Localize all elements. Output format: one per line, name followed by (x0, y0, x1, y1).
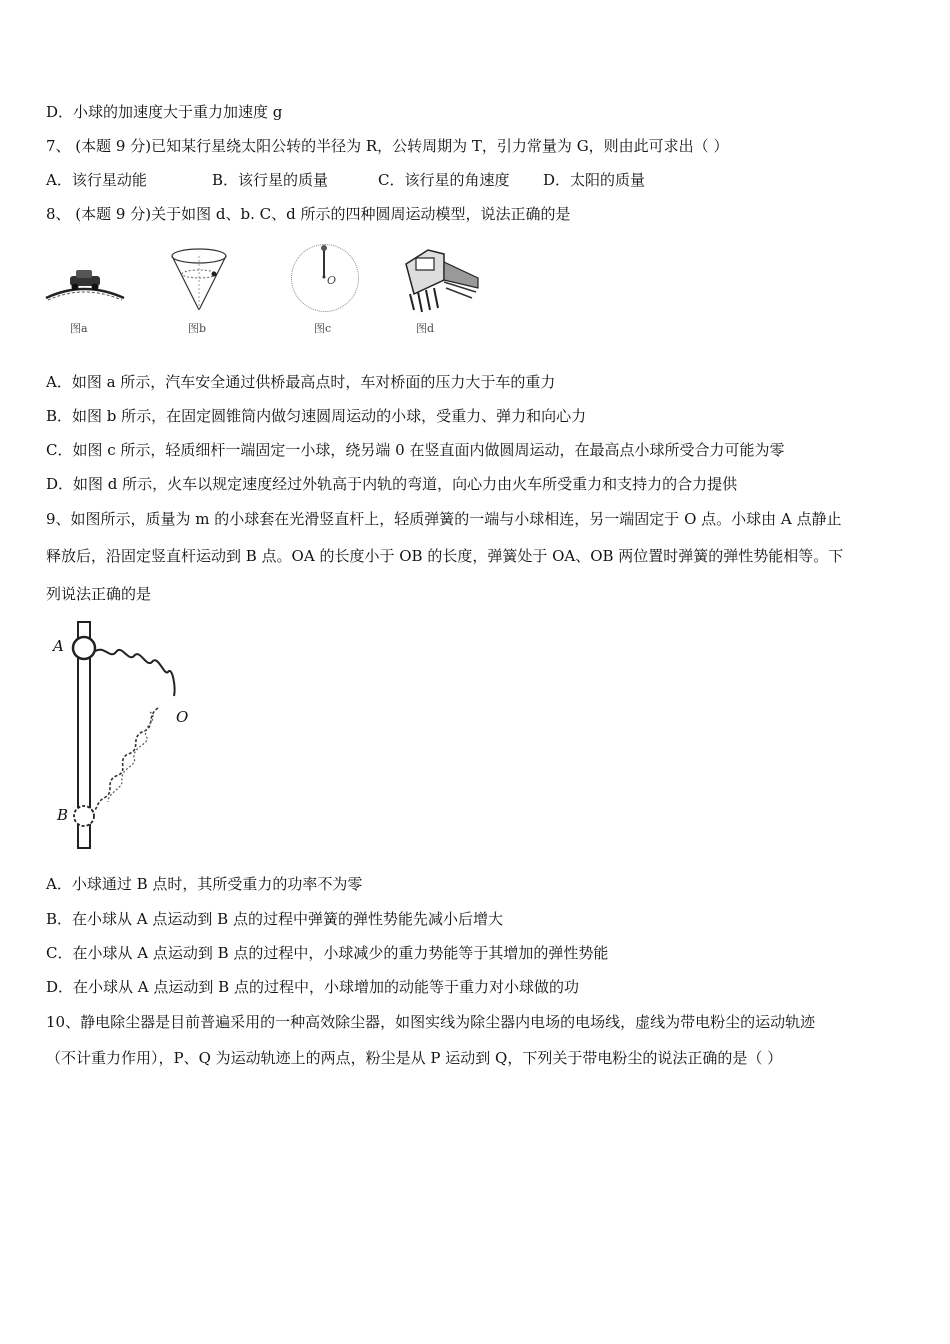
q9-stem-line-1: 9、如图所示，质量为 m 的小球套在光滑竖直杆上，轻质弹簧的一端与小球相连，另一端固定于 O 点。小球由 A 点静止 (46, 510, 842, 528)
q7-option-a: A．该行星动能 (46, 171, 147, 189)
q9-stem-line-2: 释放后，沿固定竖直杆运动到 B 点。OA 的长度小于 OB 的长度，弹簧处于 OA、OB 两位置时弹簧的弹性势能相等。下 (46, 547, 844, 565)
figure-c-point-o: O (327, 274, 337, 287)
figure-c-rod (291, 240, 361, 312)
q9-label-o: O (176, 708, 189, 726)
q9-stem-line-3: 列说法正确的是 (46, 585, 152, 603)
figure-a-car-bridge (44, 240, 126, 312)
q9-option-d: D．在小球从 A 点运动到 B 点的过程中，小球增加的动能等于重力对小球做的功 (46, 978, 579, 996)
q9-option-b: B．在小球从 A 点运动到 B 点的过程中弹簧的弹性势能先减小后增大 (46, 910, 503, 928)
q8-option-b: B．如图 b 所示，在固定圆锥筒内做匀速圆周运动的小球，受重力、弹力和向心力 (46, 407, 587, 425)
q7-options (46, 170, 645, 190)
figure-d-train (400, 244, 482, 316)
q9-option-c: C．在小球从 A 点运动到 B 点的过程中，小球减少的重力势能等于其增加的弹性势能 (46, 944, 609, 962)
figure-c-label: 图c (314, 322, 332, 335)
q8-stem: 8、 (本题 9 分)关于如图 d、b. C、d 所示的四种圆周运动模型，说法正确的是 (46, 205, 571, 223)
q9-option-a: A．小球通过 B 点时，其所受重力的功率不为零 (46, 875, 363, 893)
q6-option-d: D．小球的加速度大于重力加速度 g (46, 103, 283, 121)
q9-label-b: B (57, 806, 69, 824)
figure-b-label: 图b (188, 322, 207, 335)
q10-stem-line-1: 10、静电除尘器是目前普遍采用的一种高效除尘器，如图实线为除尘器内电场的电场线，虚线为带电粉尘的运动轨迹 (46, 1013, 816, 1031)
q8-option-c: C．如图 c 所示，轻质细杆一端固定一小球，绕另端 0 在竖直面内做圆周运动，在最高点小球所受合力可能为零 (46, 441, 785, 459)
q8-option-d: D．如图 d 所示，火车以规定速度经过外轨高于内轨的弯道，向心力由火车所受重力和支持力的合力提供 (46, 475, 738, 493)
q7-option-c: C．该行星的角速度 (378, 171, 510, 189)
q7-option-d: D．太阳的质量 (543, 171, 646, 189)
figure-a-label: 图a (70, 322, 88, 335)
figure-b-cone (168, 244, 230, 316)
q10-stem-line-2: （不计重力作用），P、Q 为运动轨迹上的两点，粉尘是从 P 运动到 Q，下列关于带电粉尘的说法正确的是（ ） (46, 1049, 783, 1067)
q7-option-b: B．该行星的质量 (212, 171, 329, 189)
figure-d-label: 图d (416, 322, 435, 335)
q9-label-a: A (53, 637, 64, 655)
q8-option-a: A．如图 a 所示，汽车安全通过供桥最高点时，车对桥面的压力大于车的重力 (46, 373, 556, 391)
q7-stem: 7、 (本题 9 分)已知某行星绕太阳公转的半径为 R，公转周期为 T，引力常量为 G，则由此可求出（ ） (46, 137, 729, 155)
q9-figure-spring (46, 616, 206, 856)
